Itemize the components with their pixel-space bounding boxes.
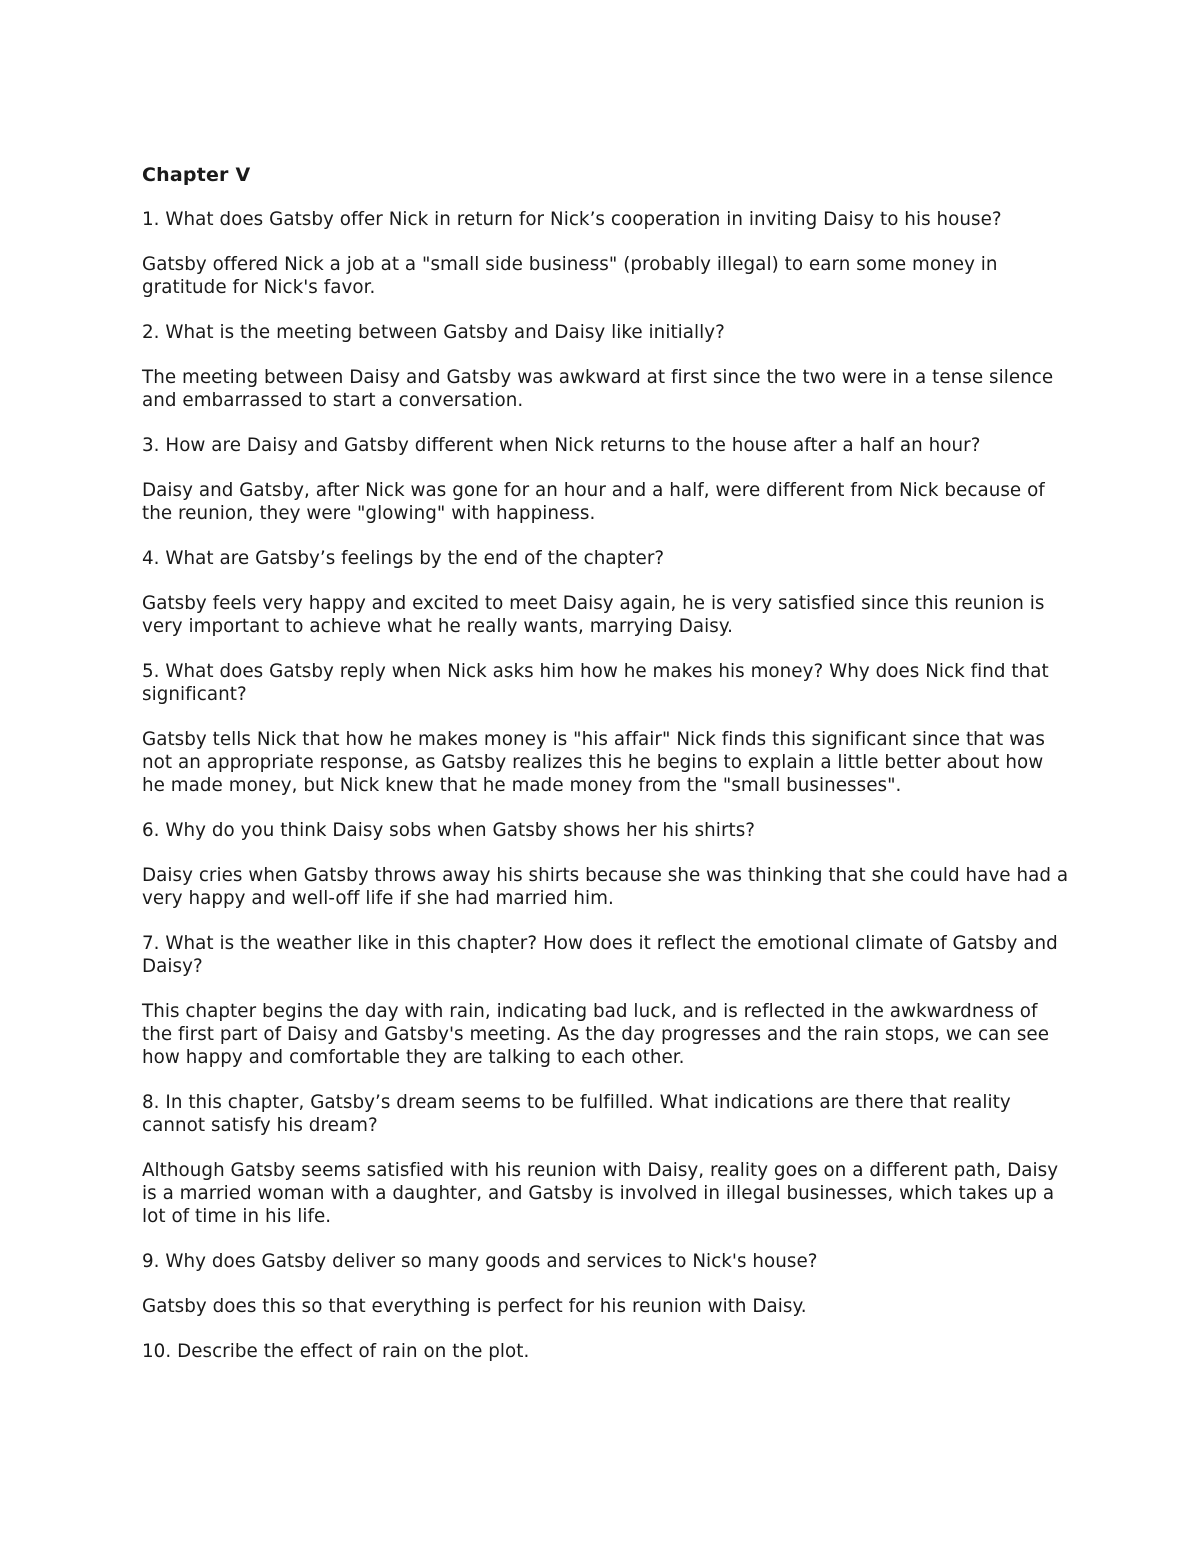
answer-2: The meeting between Daisy and Gatsby was awkward at first since the two were in a tense silence and embarrassed to start a conversation. xyxy=(142,367,1054,411)
answer-7: This chapter begins the day with rain, indicating bad luck, and is reflected in the awkwardness of the first part of Daisy and Gatsby's meeting. As the day progresses and the rain stops, we can see how happy and comfortable they are talking to each other. xyxy=(142,1001,1050,1068)
question-5: 5. What does Gatsby reply when Nick asks him how he makes his money? Why does Nick find that significant? xyxy=(142,661,1049,705)
qa-item-7 xyxy=(142,932,1072,1069)
qa-item-8 xyxy=(142,1091,1072,1228)
question-7: 7. What is the weather like in this chapter? How does it reflect the emotional climate of Gatsby and Daisy? xyxy=(142,933,1058,977)
answer-4: Gatsby feels very happy and excited to meet Daisy again, he is very satisfied since this reunion is very important to achieve what he really wants, marrying Daisy. xyxy=(142,593,1045,637)
question-1: 1. What does Gatsby offer Nick in return for Nick’s cooperation in inviting Daisy to his house? xyxy=(142,209,1002,230)
question-10: 10. Describe the effect of rain on the plot. xyxy=(142,1341,530,1362)
qa-item-2 xyxy=(142,321,1072,412)
qa-item-10 xyxy=(142,1340,1072,1363)
qa-item-6 xyxy=(142,819,1072,910)
qa-item-5 xyxy=(142,660,1072,797)
document-page xyxy=(142,162,1072,1385)
answer-6: Daisy cries when Gatsby throws away his shirts because she was thinking that she could have had a very happy and well-off life if she had married him. xyxy=(142,865,1069,909)
qa-item-9 xyxy=(142,1250,1072,1318)
qa-item-1 xyxy=(142,208,1072,299)
question-2: 2. What is the meeting between Gatsby and Daisy like initially? xyxy=(142,322,725,343)
answer-1: Gatsby offered Nick a job at a "small side business" (probably illegal) to earn some money in gratitude for Nick's favor. xyxy=(142,254,998,298)
question-4: 4. What are Gatsby’s feelings by the end of the chapter? xyxy=(142,548,665,569)
question-3: 3. How are Daisy and Gatsby different when Nick returns to the house after a half an hour? xyxy=(142,435,981,456)
question-8: 8. In this chapter, Gatsby’s dream seems to be fulfilled. What indications are there that reality cannot satisfy his dream? xyxy=(142,1092,1011,1136)
qa-item-3 xyxy=(142,434,1072,525)
answer-9: Gatsby does this so that everything is perfect for his reunion with Daisy. xyxy=(142,1296,807,1317)
chapter-title: Chapter V xyxy=(142,164,251,186)
answer-5: Gatsby tells Nick that how he makes money is "his affair" Nick finds this significant since that was not an appropriate response, as Gatsby realizes this he begins to explain a little better about how he made money, but Nick knew that he made money from the "small businesses". xyxy=(142,729,1045,796)
answer-8: Although Gatsby seems satisfied with his reunion with Daisy, reality goes on a different path, Daisy is a married woman with a daughter, and Gatsby is involved in illegal businesses, which takes up a lot of time in his life. xyxy=(142,1160,1059,1227)
qa-item-4 xyxy=(142,547,1072,638)
question-9: 9. Why does Gatsby deliver so many goods and services to Nick's house? xyxy=(142,1251,818,1272)
question-6: 6. Why do you think Daisy sobs when Gatsby shows her his shirts? xyxy=(142,820,756,841)
answer-3: Daisy and Gatsby, after Nick was gone for an hour and a half, were different from Nick because of the reunion, they were "glowing" with happiness. xyxy=(142,480,1045,524)
